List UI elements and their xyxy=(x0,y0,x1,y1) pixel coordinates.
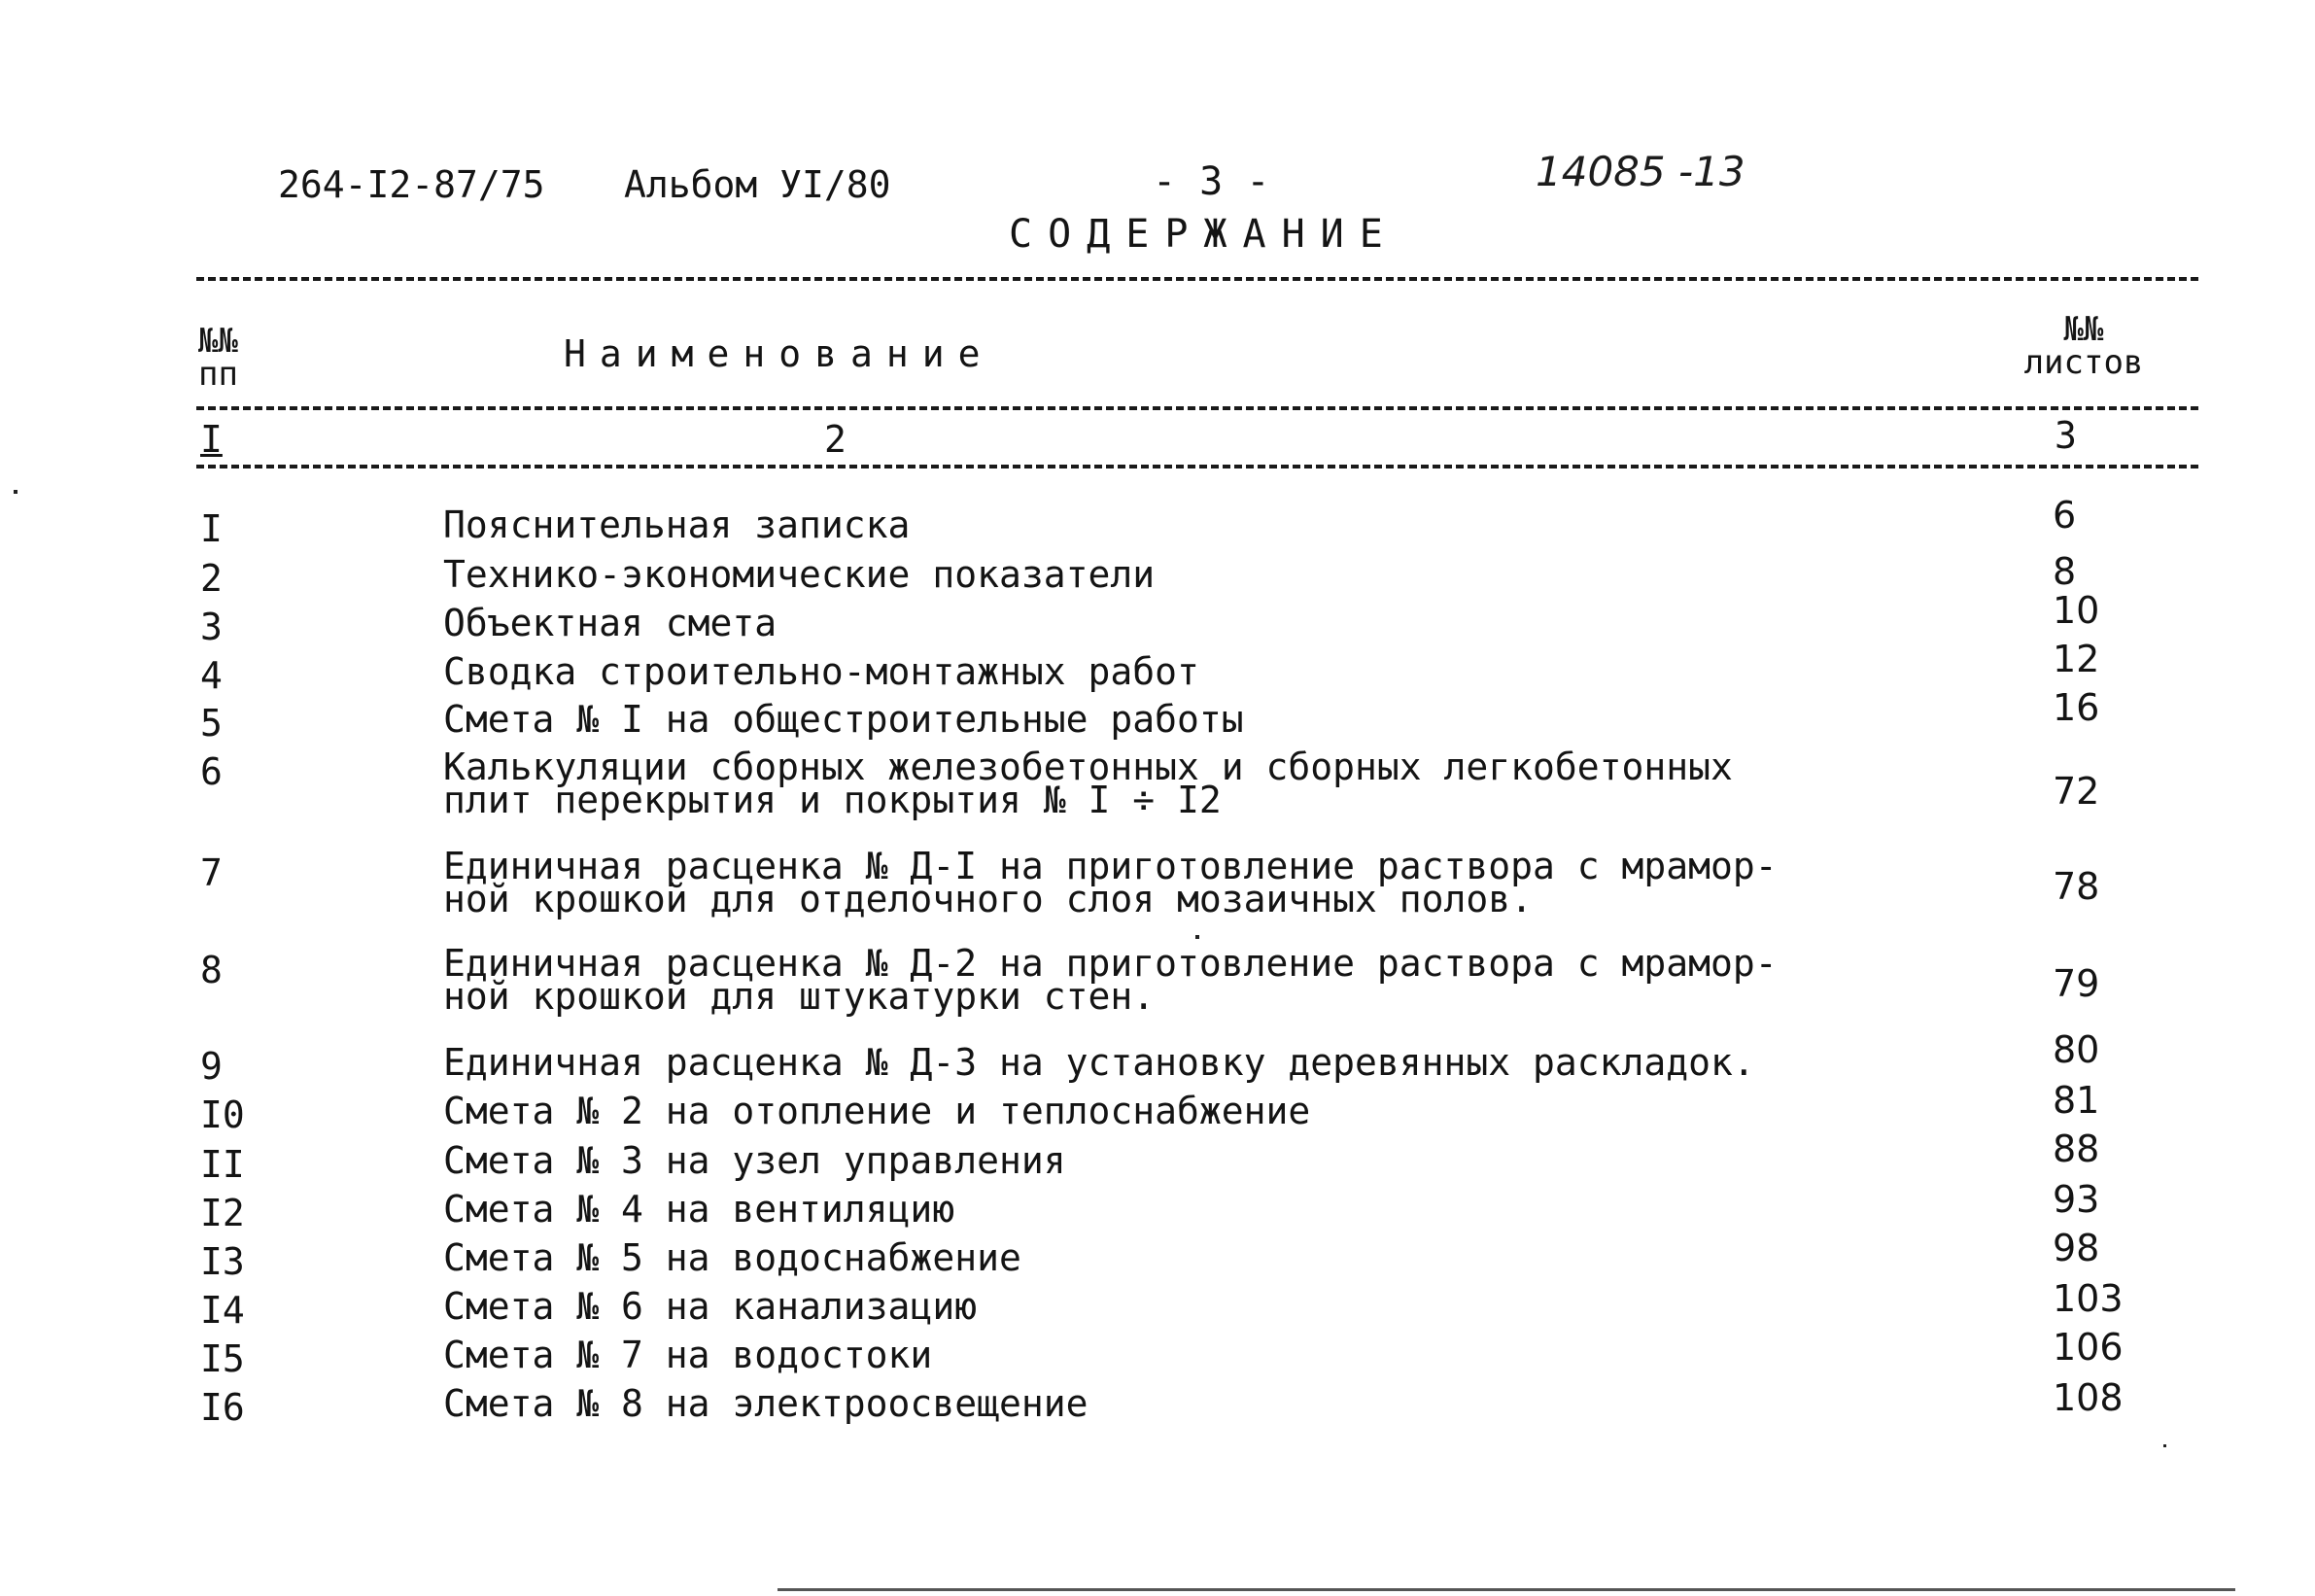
row-name: Единичная расценка № Д-2 на приготовление раствора с мрамор- ной крошкой для штукатурки стен. xyxy=(443,942,1778,1018)
row-number: 5 xyxy=(200,702,223,745)
row-name: Технико-экономические показатели xyxy=(443,553,1156,596)
row-name: Смета № 7 на водостоки xyxy=(443,1334,933,1376)
row-number: I6 xyxy=(200,1386,245,1429)
handwritten-stamp-number: 14085 -13 xyxy=(1536,148,1745,195)
row-name: Смета № I на общестроительные работы xyxy=(443,698,1244,741)
row-number: 4 xyxy=(200,654,223,697)
row-number: 8 xyxy=(200,949,223,991)
scan-speck xyxy=(14,490,17,494)
row-sheet-number: 72 xyxy=(2053,770,2100,813)
row-number: I2 xyxy=(200,1192,245,1234)
row-number: I3 xyxy=(200,1240,245,1283)
row-name: Смета № 8 на электроосвещение xyxy=(443,1382,1088,1425)
row-name: Смета № 6 на канализацию xyxy=(443,1285,978,1328)
row-sheet-number: 81 xyxy=(2053,1079,2100,1122)
row-name: Пояснительная записка xyxy=(443,503,911,546)
row-number: I5 xyxy=(200,1337,245,1380)
row-number: II xyxy=(200,1143,245,1186)
scan-speck xyxy=(1195,935,1199,939)
index-row-bottom-rule xyxy=(196,465,2198,468)
column-index-3: 3 xyxy=(2055,414,2077,457)
scan-speck xyxy=(2163,1444,2166,1447)
column-header-num: №№ пп xyxy=(198,322,238,394)
row-name: Объектная смета xyxy=(443,602,777,644)
row-sheet-number: 93 xyxy=(2053,1178,2100,1221)
document-code: 264-I2-87/75 xyxy=(278,163,545,206)
row-number: I4 xyxy=(200,1289,245,1332)
row-name: Смета № 3 на узел управления xyxy=(443,1139,1066,1182)
row-sheet-number: 10 xyxy=(2053,589,2100,632)
row-sheet-number: 98 xyxy=(2053,1227,2100,1269)
row-sheet-number: 12 xyxy=(2053,638,2100,680)
row-sheet-number: 78 xyxy=(2053,865,2100,908)
column-index-1: I xyxy=(200,418,223,461)
row-number: I xyxy=(200,507,223,550)
row-number: 7 xyxy=(200,851,223,894)
row-name: Смета № 2 на отопление и теплоснабжение xyxy=(443,1090,1311,1132)
row-sheet-number: 16 xyxy=(2053,686,2100,729)
row-number: I0 xyxy=(200,1093,245,1136)
row-number: 3 xyxy=(200,606,223,648)
row-number: 2 xyxy=(200,557,223,600)
header-bottom-rule xyxy=(196,406,2198,410)
row-sheet-number: 80 xyxy=(2053,1028,2100,1071)
row-sheet-number: 79 xyxy=(2053,962,2100,1005)
album-number: Альбом УI/80 xyxy=(624,163,891,206)
row-number: 9 xyxy=(200,1045,223,1088)
row-name: Единичная расценка № Д-I на приготовление раствора с мрамор- ной крошкой для отделочного слоя мозаичных полов. xyxy=(443,845,1778,920)
row-name: Единичная расценка № Д-3 на установку деревянных раскладок. xyxy=(443,1041,1755,1084)
row-sheet-number: 103 xyxy=(2053,1277,2124,1320)
row-sheet-number: 106 xyxy=(2053,1326,2124,1369)
row-sheet-number: 88 xyxy=(2053,1128,2100,1170)
column-header-name: Наименование xyxy=(564,332,994,375)
column-index-2: 2 xyxy=(824,418,847,461)
page-number: - 3 - xyxy=(1153,159,1270,204)
row-number: 6 xyxy=(200,750,223,793)
row-name: Смета № 5 на водоснабжение xyxy=(443,1236,1021,1279)
row-sheet-number: 8 xyxy=(2053,550,2077,593)
row-name: Смета № 4 на вентиляцию xyxy=(443,1188,955,1231)
row-sheet-number: 108 xyxy=(2053,1376,2124,1419)
column-header-sheets: №№ листов xyxy=(2023,310,2144,382)
row-name: Калькуляции сборных железобетонных и сборных легкобетонных плит перекрытия и покрытия № I ÷ I2 xyxy=(443,746,1733,821)
scan-edge-line xyxy=(777,1588,2235,1591)
page-title: СОДЕРЖАНИЕ xyxy=(1009,212,1399,257)
row-sheet-number: 6 xyxy=(2053,494,2077,537)
table-top-rule xyxy=(196,277,2198,281)
row-name: Сводка строительно-монтажных работ xyxy=(443,650,1199,693)
